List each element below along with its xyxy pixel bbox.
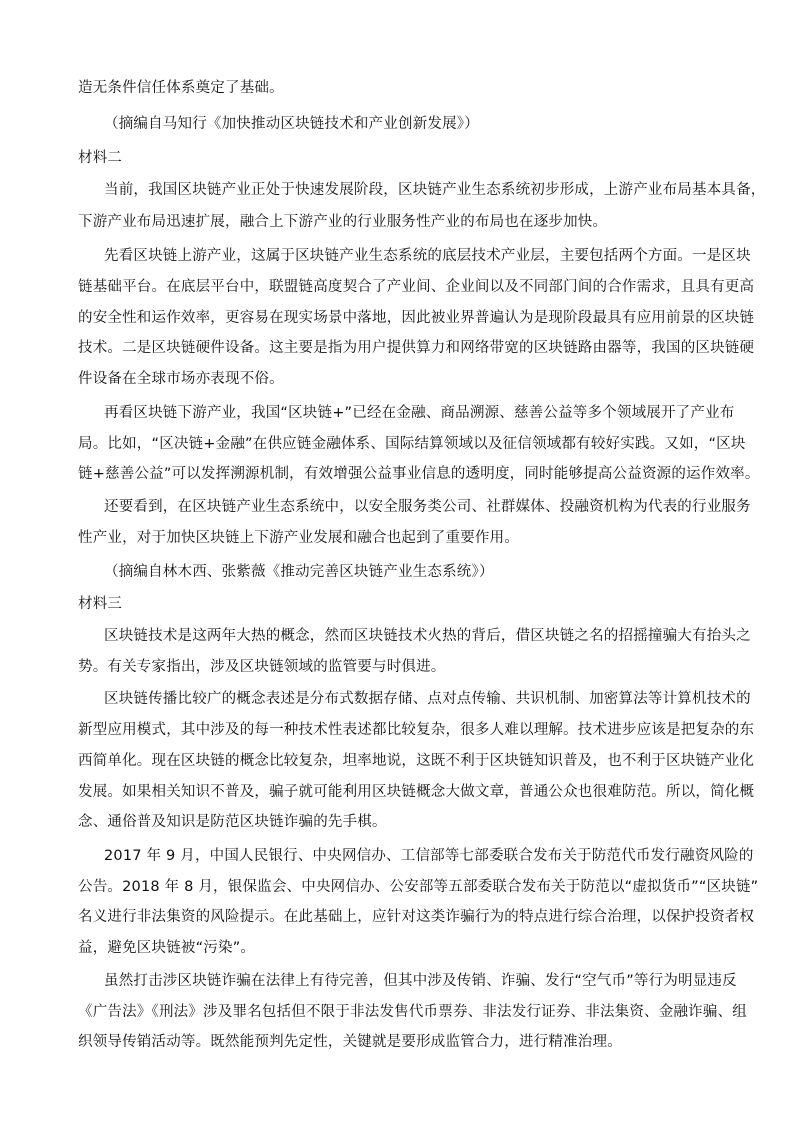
text-line: 发展。如果相关知识不普及，骗子就可能利用区块链概念大做文章，普通公众也很难防范。所以，简化概 xyxy=(78,784,755,800)
text-line: 件设备在全球市场亦表现不俗。 xyxy=(78,371,284,387)
text-line: 益，避免区块链被“污染”。 xyxy=(78,940,256,956)
text-line: 再看区块链下游产业，我国“区块链+”已经在金融、商品溯源、慈善公益等多个领域展开了产业布 xyxy=(104,405,735,421)
text-line: 下游产业布局迅速扩展，融合上下游产业的行业服务性产业的布局也在逐步加快。 xyxy=(78,214,608,230)
text-line: 势。有关专家指出，涉及区块链领域的监管要与时俱进。 xyxy=(78,659,446,675)
text-line: 性产业，对于加快区块链上下游产业发展和融合也起到了重要作用。 xyxy=(78,530,519,546)
text-line: 先看区块链上游产业，这属于区块链产业生态系统的底层技术产业层，主要包括两个方面。一是区块 xyxy=(104,248,751,264)
text-line: 当前，我国区块链产业正处于快速发展阶段，区块链产业生态系统初步形成，上游产业布局基本具备， xyxy=(104,182,766,198)
text-line: 造无条件信任体系奠定了基础。 xyxy=(78,80,284,96)
text-line: 区块链技术是这两年大热的概念，然而区块链技术火热的背后，借区块链之名的招摇撞骗大有抬头之 xyxy=(104,628,751,644)
citation: （摘编自林木西、张紫薇《推动完善区块链产业生态系统》） xyxy=(104,564,494,580)
text-line: 2017 年 9 月，中国人民银行、中央网信办、工信部等七部委联合发布关于防范代币发行融资风险的 xyxy=(104,848,754,864)
text-line: 《广告法》《刑法》涉及罪名包括但不限于非法发售代币票券、非法发行证券、非法集资、金融诈骗、组 xyxy=(78,1004,747,1020)
text-line: 的安全性和运作效率，更容易在现实场景中落地，因此被业界普遍认为是现阶段最具有应用前景的区块链 xyxy=(78,310,755,326)
text-line: 新型应用模式，其中涉及的每一种技术性表述都比较复杂，很多人难以理解。技术进步应该是把复杂的东 xyxy=(78,722,755,738)
citation: （摘编自马知行《加快推动区块链技术和产业创新发展》） xyxy=(104,116,479,132)
section-heading: 材料三 xyxy=(78,596,123,612)
text-line: 链基础平台。在底层平台中，联盟链高度契合了产业间、企业间以及不同部门间的合作需求，且具有更高 xyxy=(78,279,755,295)
text-line: 西简单化。现在区块链的概念比较复杂，坦率地说，这既不利于区块链知识普及，也不利于区块链产业化 xyxy=(78,753,755,769)
text-line: 虽然打击涉区块链诈骗在法律上有待完善，但其中涉及传销、诈骗、发行“空气币”等行为明显违反 xyxy=(104,973,737,989)
text-line: 还要看到，在区块链产业生态系统中，以安全服务类公司、社群媒体、投融资机构为代表的行业服务 xyxy=(104,499,751,515)
text-line: 织领导传销活动等。既然能预判先定性，关键就是要形成监管合力，进行精准治理。 xyxy=(78,1034,622,1050)
text-line: 技术。二是区块链硬件设备。这主要是指为用户提供算力和网络带宽的区块链路由器等，我国的区块链硬 xyxy=(78,340,755,356)
text-line: 名义进行非法集资的风险提示。在此基础上，应针对这类诈骗行为的特点进行综合治理，以保护投资者权 xyxy=(78,909,755,925)
text-line: 局。比如，“区决链+金融”在供应链金融体系、国际结算领域以及征信领域都有较好实践。又如，“区块 xyxy=(78,436,746,452)
text-line: 念、通俗普及知识是防范区块链诈骗的先手棋。 xyxy=(78,814,387,830)
text-line: 区块链传播比较广的概念表述是分布式数据存储、点对点传输、共识机制、加密算法等计算机技术的 xyxy=(104,691,751,707)
text-line: 链+慈善公益”可以发挥溯源机制，有效增强公益事业信息的透明度，同时能够提高公益资源的运作效率。 xyxy=(78,466,760,482)
section-heading: 材料二 xyxy=(78,150,123,166)
text-line: 公告。2018 年 8 月，银保监会、中央网信办、公安部等五部委联合发布关于防范以“虚拟货币”“区块链” xyxy=(78,879,759,895)
